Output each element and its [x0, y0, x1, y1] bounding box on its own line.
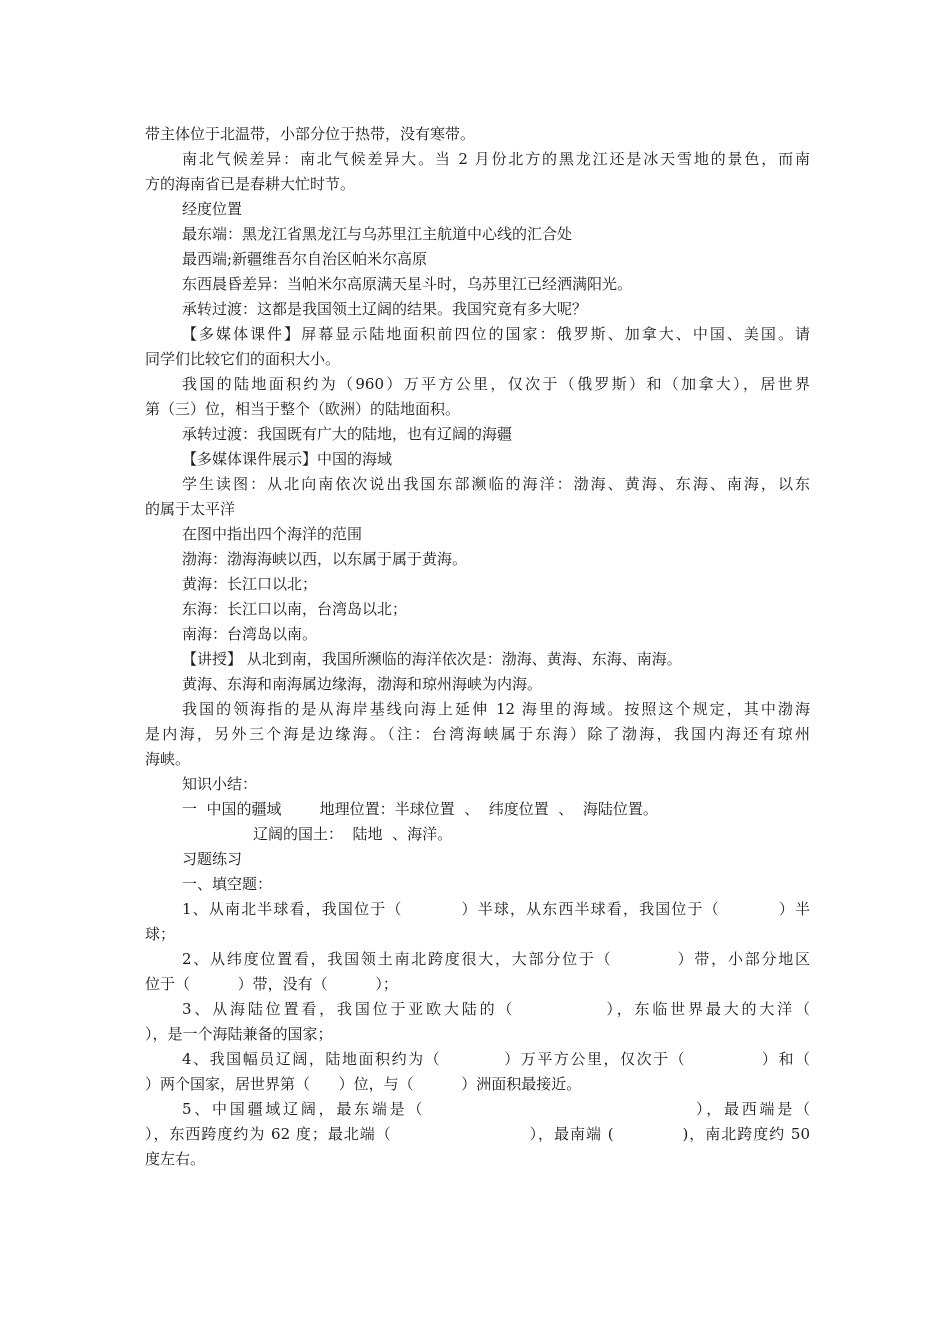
question-line: 1、从南北半球看，我国位于（ ）半球，从东西半球看，我国位于（ ）半 — [182, 900, 810, 918]
paragraph-line: 在图中指出四个海洋的范围 — [182, 525, 363, 543]
paragraph-line: 最西端;新疆维吾尔自治区帕米尔高原 — [182, 250, 428, 268]
question-line: ）两个国家，居世界第（ ）位，与（ ）洲面积最接近。 — [145, 1075, 582, 1093]
question-line: 度左右。 — [145, 1150, 206, 1168]
paragraph-line: 第（三）位，相当于整个（欧洲）的陆地面积。 — [145, 400, 461, 418]
paragraph-line: 带主体位于北温带，小部分位于热带，没有寒带。 — [145, 125, 476, 143]
paragraph-line: 承转过渡：我国既有广大的陆地，也有辽阔的海疆 — [182, 425, 513, 443]
exercise-subheading: 一、填空题： — [182, 875, 273, 893]
paragraph-line: 黄海、东海和南海属边缘海，渤海和琼州海峡为内海。 — [182, 675, 543, 693]
paragraph-line: 是内海，另外三个海是边缘海。（注：台湾海峡属于东海）除了渤海，我国内海还有琼州 — [145, 725, 810, 743]
paragraph-line: 黄海：长江口以北； — [182, 575, 318, 593]
question-line: 3、从海陆位置看，我国位于亚欧大陆的（ ），东临世界最大的大洋（ — [182, 1000, 810, 1018]
paragraph-line: 同学们比较它们的面积大小。 — [145, 350, 341, 368]
paragraph-line: 方的海南省已是春耕大忙时节。 — [145, 175, 356, 193]
document-page — [145, 122, 810, 1172]
paragraph-line: 东西晨昏差异：当帕米尔高原满天星斗时，乌苏里江已经洒满阳光。 — [182, 275, 633, 293]
paragraph-line: 【多媒体课件】屏幕显示陆地面积前四位的国家：俄罗斯、加拿大、中国、美国。请 — [182, 325, 810, 343]
paragraph-line: 【讲授】 从北到南，我国所濒临的海洋依次是：渤海、黄海、东海、南海。 — [182, 650, 682, 668]
question-line: ），是一个海陆兼备的国家； — [145, 1025, 333, 1043]
summary-line: 辽阔的国土： 陆地 、海洋。 — [253, 825, 453, 843]
question-line: 球； — [145, 925, 176, 943]
paragraph-line: 最东端：黑龙江省黑龙江与乌苏里江主航道中心线的汇合处 — [182, 225, 573, 243]
paragraph-line: 学生读图：从北向南依次说出我国东部濒临的海洋：渤海、黄海、东海、南海，以东 — [182, 475, 810, 493]
summary-line: 一 中国的疆域 地理位置：半球位置 、 纬度位置 、 海陆位置。 — [182, 800, 658, 818]
question-line: 4、我国幅员辽阔，陆地面积约为（ ）万平方公里，仅次于（ ）和（ — [182, 1050, 810, 1068]
exercise-heading: 习题练习 — [182, 850, 243, 868]
paragraph-line: 东海：长江口以南，台湾岛以北； — [182, 600, 408, 618]
paragraph-line: 我国的陆地面积约为（960）万平方公里，仅次于（俄罗斯）和（加拿大），居世界 — [182, 375, 810, 393]
paragraph-line: 渤海：渤海海峡以西，以东属于属于黄海。 — [182, 550, 468, 568]
paragraph-line: 南北气候差异：南北气候差异大。当 2 月份北方的黑龙江还是冰天雪地的景色，而南 — [182, 150, 810, 168]
question-line: 位于（ ）带，没有（ ）； — [145, 975, 398, 993]
question-line: 5、中国疆域辽阔，最东端是（ ），最西端是（ — [182, 1100, 810, 1118]
paragraph-line: 南海：台湾岛以南。 — [182, 625, 318, 643]
question-line: 2、从纬度位置看，我国领土南北跨度很大，大部分位于（ ）带，小部分地区 — [182, 950, 810, 968]
question-line: ），东西跨度约为 62 度；最北端（ ），最南端 ( )，南北跨度约 50 — [145, 1125, 810, 1143]
section-heading: 经度位置 — [182, 200, 243, 218]
paragraph-line: 承转过渡：这都是我国领土辽阔的结果。我国究竟有多大呢？ — [182, 300, 588, 318]
paragraph-line: 我国的领海指的是从海岸基线向海上延伸 12 海里的海域。按照这个规定，其中渤海 — [182, 700, 810, 718]
summary-heading: 知识小结： — [182, 775, 258, 793]
paragraph-line: 海峡。 — [145, 750, 191, 768]
paragraph-line: 的属于太平洋 — [145, 500, 236, 518]
paragraph-line: 【多媒体课件展示】中国的海域 — [182, 450, 393, 468]
